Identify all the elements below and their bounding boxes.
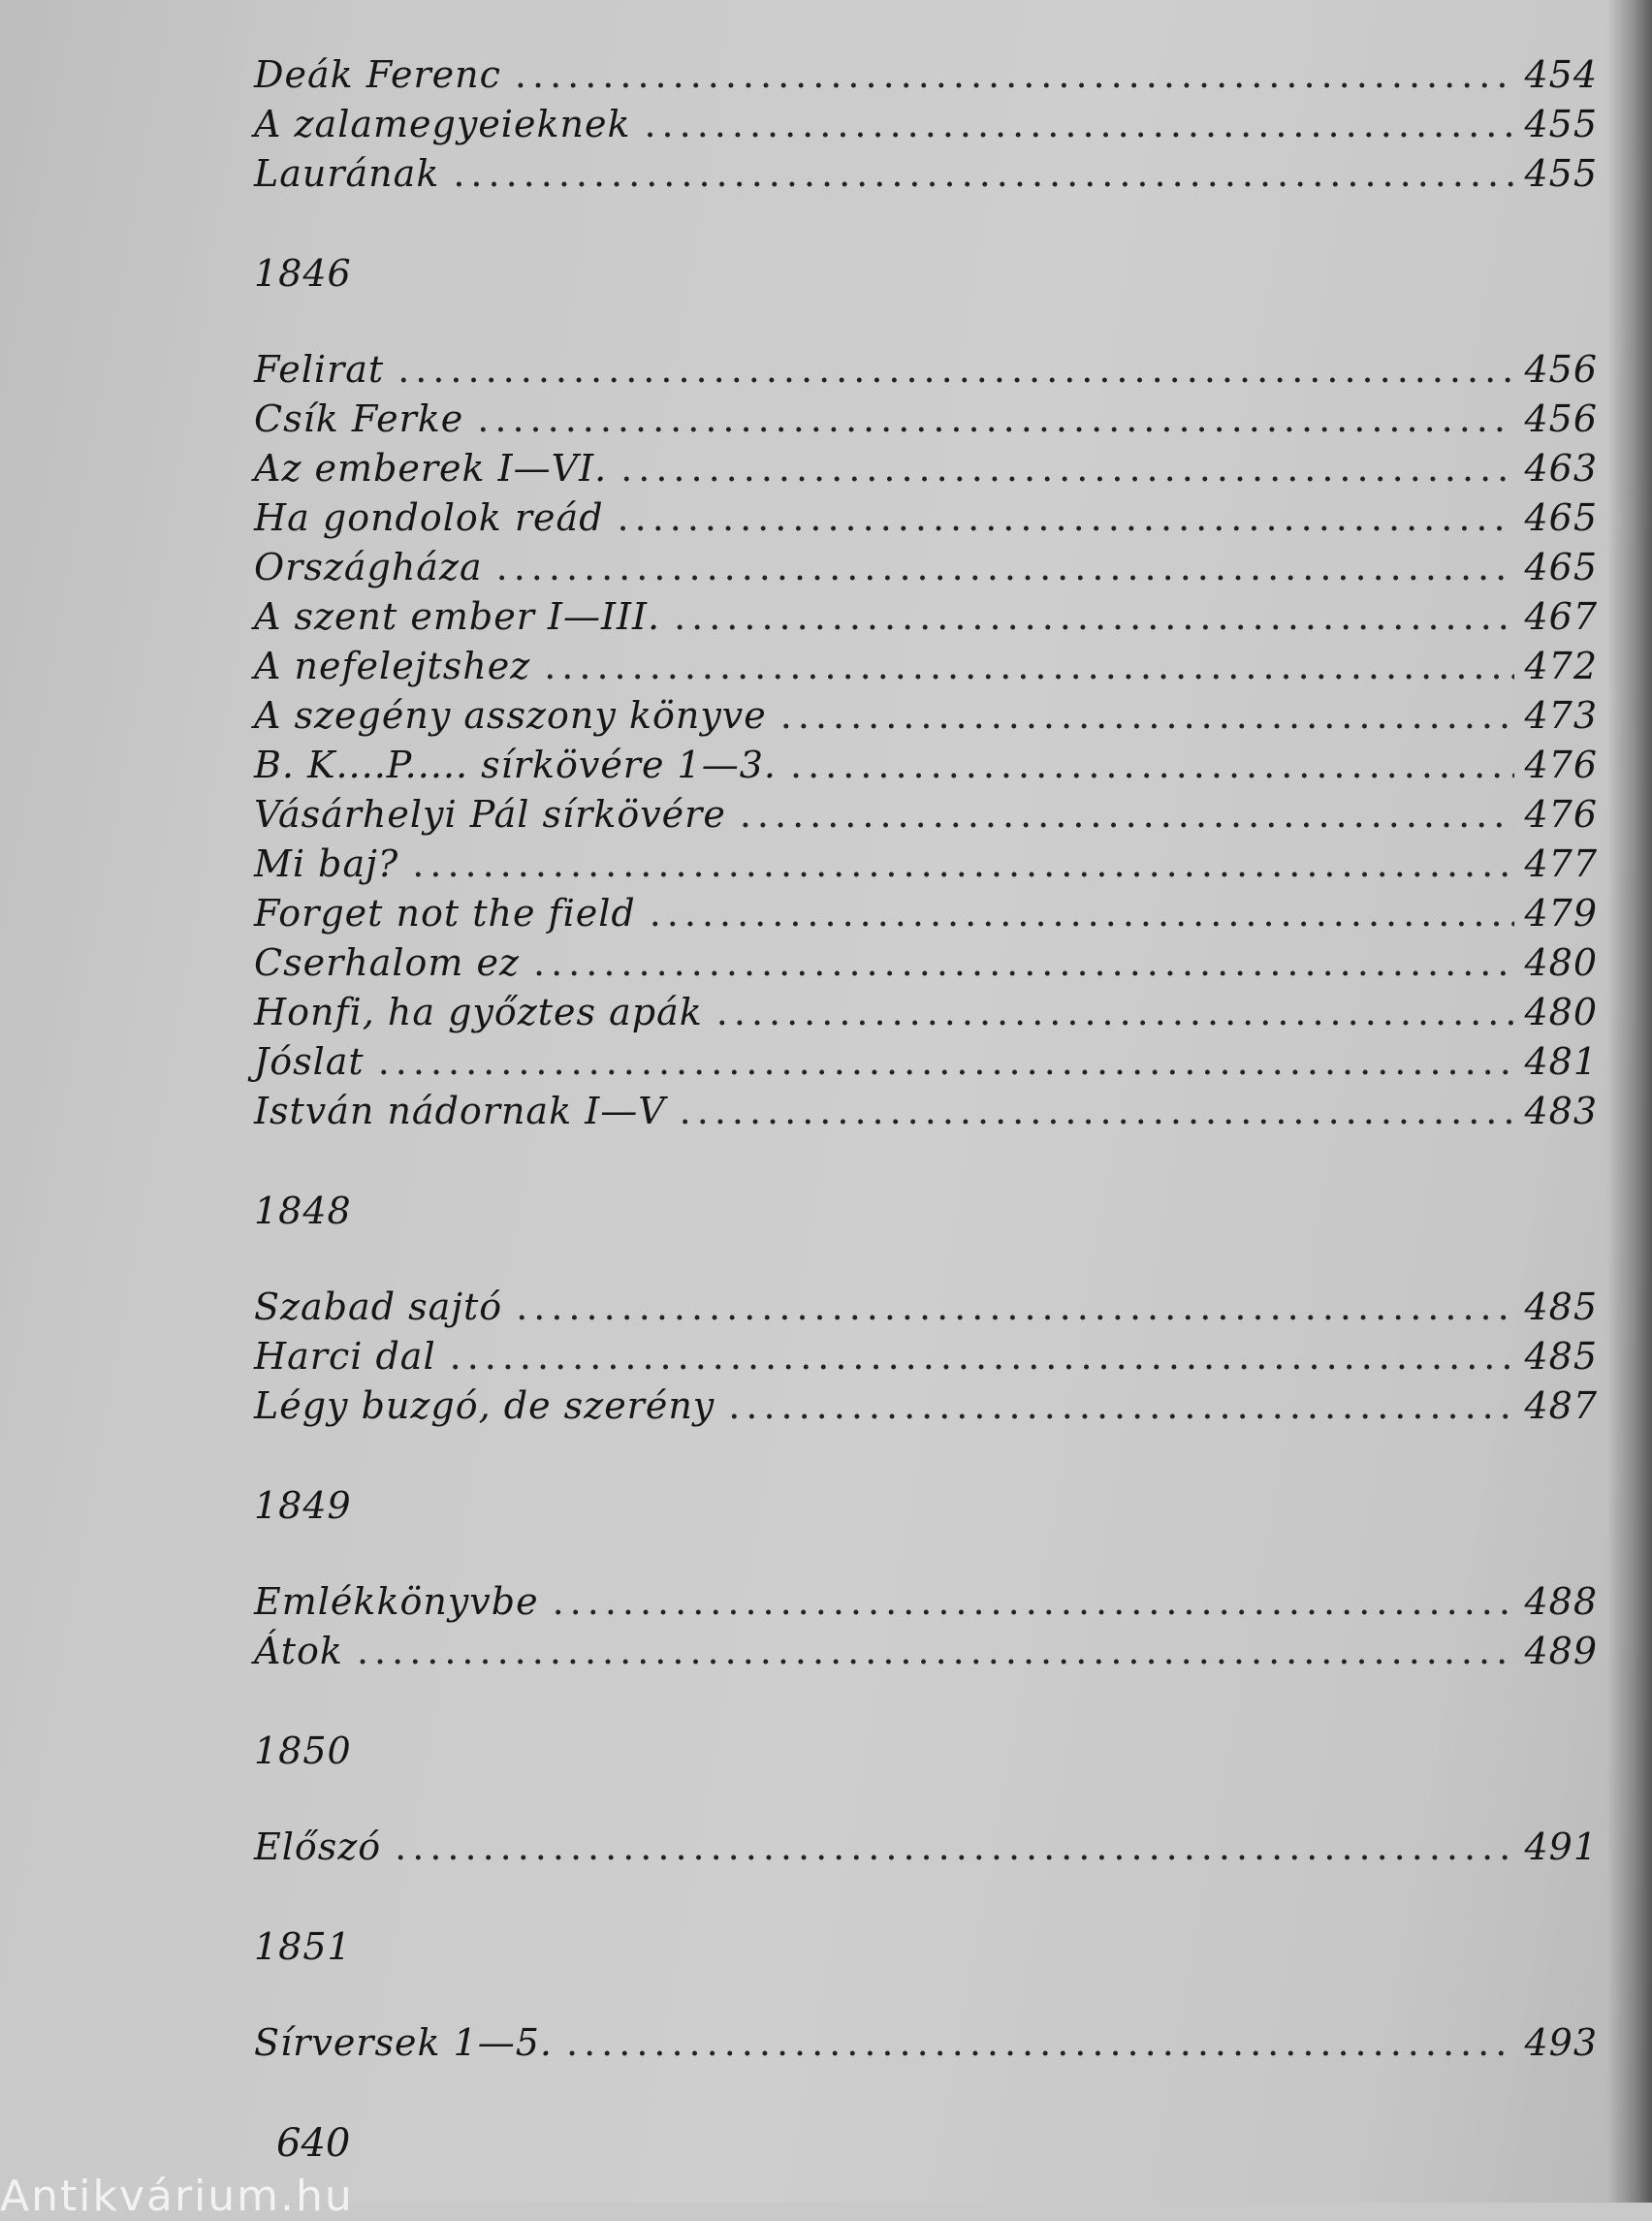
entry-page-number: 491 <box>1524 1825 1598 1868</box>
entry-page-number: 480 <box>1524 991 1598 1033</box>
entry-page-number: 456 <box>1524 397 1598 440</box>
entry-page-number: 473 <box>1524 694 1598 737</box>
toc-entry <box>254 741 1598 790</box>
toc-entry <box>254 1627 1598 1676</box>
year-heading: 1849 <box>254 1484 352 1527</box>
entry-page-number: 485 <box>1524 1285 1598 1328</box>
toc-entry <box>254 642 1598 691</box>
toc-entry <box>254 1381 1598 1431</box>
entry-title: Harci dal <box>254 1335 436 1378</box>
entry-page-number: 493 <box>1524 2021 1598 2064</box>
table-of-contents <box>254 50 1598 2068</box>
toc-entry <box>254 1087 1598 1136</box>
dot-leader <box>378 1037 1515 1087</box>
toc-entry <box>254 444 1598 493</box>
dot-leader <box>728 1381 1514 1431</box>
toc-entry <box>254 988 1598 1037</box>
entry-page-number: 477 <box>1524 842 1598 885</box>
entry-title: Jóslat <box>254 1040 365 1083</box>
dot-leader <box>650 889 1515 938</box>
dot-leader <box>618 493 1515 543</box>
toc-entry <box>254 790 1598 840</box>
page-edge-shadow <box>1607 0 1652 2203</box>
entry-page-number: 455 <box>1524 103 1598 145</box>
watermark: Antikvárium.hu <box>0 2172 354 2221</box>
year-heading: 1846 <box>254 252 352 295</box>
entry-page-number: 479 <box>1524 892 1598 935</box>
entry-page-number: 476 <box>1524 793 1598 836</box>
entry-page-number: 465 <box>1524 546 1598 588</box>
year-heading: 1851 <box>254 1925 352 1968</box>
entry-page-number: 481 <box>1524 1040 1598 1083</box>
toc-entry <box>254 149 1598 199</box>
toc-entry <box>254 100 1598 149</box>
toc-entry <box>254 2018 1598 2068</box>
dot-leader <box>412 840 1514 889</box>
dot-leader <box>790 741 1514 790</box>
dot-leader <box>533 938 1514 988</box>
entry-title: Átok <box>254 1630 343 1672</box>
entry-title: Az emberek I—VI. <box>254 447 608 490</box>
dot-leader <box>477 395 1514 444</box>
toc-entry <box>254 1577 1598 1627</box>
entry-page-number: 480 <box>1524 941 1598 984</box>
dot-leader <box>357 1627 1515 1676</box>
dot-leader <box>780 691 1515 741</box>
toc-entry <box>254 1823 1598 1872</box>
entry-title: Csík Ferke <box>254 397 464 440</box>
entry-title: A nefelejtshez <box>254 645 531 687</box>
entry-title: Felirat <box>254 348 385 391</box>
toc-entry <box>254 493 1598 543</box>
entry-title: Laurának <box>254 152 440 195</box>
dot-leader <box>716 988 1515 1037</box>
dot-leader <box>544 642 1514 691</box>
entry-title: Légy buzgó, de szerény <box>254 1384 715 1427</box>
dot-leader <box>516 1283 1514 1332</box>
entry-title: Országháza <box>254 546 483 588</box>
toc-entry <box>254 543 1598 592</box>
year-heading: 1848 <box>254 1190 352 1232</box>
toc-entry <box>254 1283 1598 1332</box>
entry-page-number: 476 <box>1524 744 1598 786</box>
dot-leader <box>450 1332 1515 1381</box>
entry-page-number: 488 <box>1524 1580 1598 1623</box>
toc-entry <box>254 1037 1598 1087</box>
dot-leader <box>566 2018 1514 2068</box>
entry-page-number: 483 <box>1524 1090 1598 1132</box>
entry-title: Deák Ferenc <box>254 53 501 96</box>
entry-page-number: 489 <box>1524 1630 1598 1672</box>
entry-title: A szegény asszony könyve <box>254 694 767 737</box>
entry-title: Honfi, ha győztes apák <box>254 991 703 1033</box>
entry-page-number: 454 <box>1524 53 1598 96</box>
toc-entry <box>254 889 1598 938</box>
dot-leader <box>644 100 1514 149</box>
dot-leader <box>515 50 1515 100</box>
entry-title: Ha gondolok reád <box>254 496 604 539</box>
entry-title: Emlékkönyvbe <box>254 1580 539 1623</box>
dot-leader <box>453 149 1514 199</box>
toc-entry <box>254 691 1598 741</box>
entry-page-number: 455 <box>1524 152 1598 195</box>
dot-leader <box>395 1823 1514 1872</box>
entry-page-number: 485 <box>1524 1335 1598 1378</box>
entry-page-number: 465 <box>1524 496 1598 539</box>
dot-leader <box>397 345 1514 395</box>
entry-title: Előszó <box>254 1825 382 1868</box>
year-heading: 1850 <box>254 1729 352 1772</box>
entry-title: Mi baj? <box>254 842 399 885</box>
toc-entry <box>254 840 1598 889</box>
page-folio-number: 640 <box>276 2121 351 2166</box>
entry-title: Vásárhelyi Pál sírkövére <box>254 793 726 836</box>
dot-leader <box>680 1087 1515 1136</box>
entry-page-number: 456 <box>1524 348 1598 391</box>
entry-title: Cserhalom ez <box>254 941 521 984</box>
entry-page-number: 463 <box>1524 447 1598 490</box>
entry-page-number: 467 <box>1524 595 1598 638</box>
entry-page-number: 487 <box>1524 1384 1598 1427</box>
entry-title: Sírversek 1—5. <box>254 2021 553 2064</box>
entry-page-number: 472 <box>1524 645 1598 687</box>
dot-leader <box>620 444 1514 493</box>
dot-leader <box>674 592 1514 642</box>
dot-leader <box>740 790 1515 840</box>
entry-title: István nádornak I—V <box>254 1090 666 1132</box>
entry-title: A zalamegyeieknek <box>254 103 631 145</box>
entry-title: A szent ember I—III. <box>254 595 661 638</box>
entry-title: Forget not the field <box>254 892 636 935</box>
dot-leader <box>496 543 1515 592</box>
toc-entry <box>254 345 1598 395</box>
toc-entry <box>254 1332 1598 1381</box>
toc-entry <box>254 592 1598 642</box>
toc-entry <box>254 938 1598 988</box>
entry-title: B. K....P..... sírkövére 1—3. <box>254 744 777 786</box>
toc-entry <box>254 395 1598 444</box>
dot-leader <box>553 1577 1515 1627</box>
entry-title: Szabad sajtó <box>254 1285 503 1328</box>
toc-entry <box>254 50 1598 100</box>
